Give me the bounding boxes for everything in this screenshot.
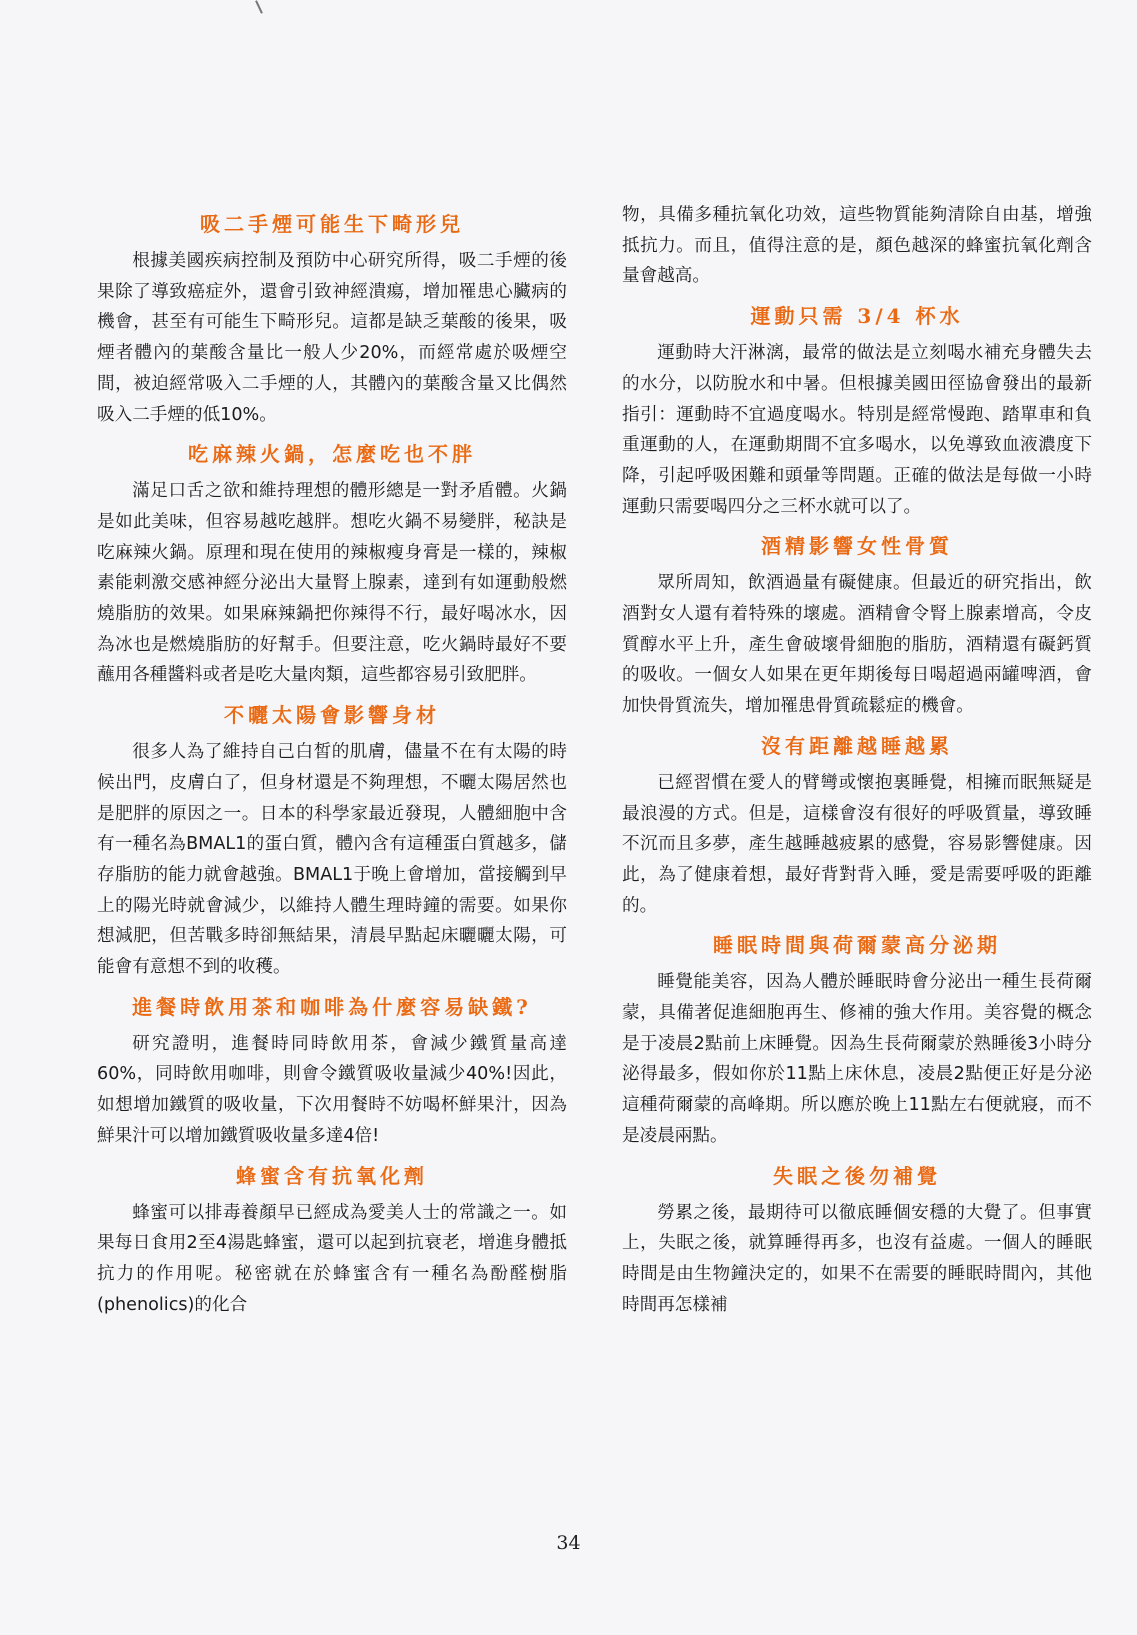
section-heading: 吸二手煙可能生下畸形兒	[200, 212, 464, 236]
section-paragraph: 很多人為了維持自己白皙的肌膚，儘量不在有太陽的時候出門，皮膚白了，但身材還是不夠理想，不曬太陽居然也是肥胖的原因之一。日本的科學家最近發現，人體細胞中含有一種名為BMAL1的蛋白質，體內含有這種蛋白質越多，儲存脂肪的能力就會越強。BMAL1于晚上會增加，當接觸到早上的陽光時就會減少，以維持人體生理時鐘的需要。如果你想減肥，但苦戰多時卻無結果，清晨早點起床曬曬太陽，可能會有意想不到的收穫。	[97, 742, 567, 978]
scan-mark	[255, 0, 263, 14]
section-paragraph: 滿足口舌之欲和維持理想的體形總是一對矛盾體。火鍋是如此美味，但容易越吃越胖。想吃火鍋不易變胖，秘訣是吃麻辣火鍋。原理和現在使用的辣椒瘦身膏是一樣的，辣椒素能刺激交感神經分泌出大量腎上腺素，達到有如運動般燃燒脂肪的效果。如果麻辣鍋把你辣得不行，最好喝冰水，因為冰也是燃燒脂肪的好幫手。但要注意，吃火鍋時最好不要蘸用各種醬料或者是吃大量肉類，這些都容易引致肥胖。	[97, 481, 567, 686]
section-paragraph: 根據美國疾病控制及預防中心研究所得，吸二手煙的後果除了導致癌症外，還會引致神經潰瘍，增加罹患心臟病的機會，甚至有可能生下畸形兒。這都是缺乏葉酸的後果，吸煙者體內的葉酸含量比一般人少20%，而經常處於吸煙空間，被迫經常吸入二手煙的人，其體內的葉酸含量又比偶然吸入二手煙的低10%。	[97, 251, 567, 425]
section-spicy-hotpot	[97, 440, 567, 691]
section-sunlight	[97, 701, 567, 983]
section-heading: 睡眠時間與荷爾蒙高分泌期	[713, 933, 1001, 958]
section-heading: 蜂蜜含有抗氧化劑	[236, 1163, 428, 1188]
section-insomnia	[622, 1162, 1092, 1321]
section-paragraph: 眾所周知，飲酒過量有礙健康。但最近的研究指出，飲酒對女人還有着特殊的壞處。酒精會令腎上腺素增高，令皮質醇水平上升，產生會破壞骨細胞的脂肪，酒精還有礙鈣質的吸收。一個女人如果在更年期後每日喝超過兩罐啤酒，會加快骨質流失，增加罹患骨質疏鬆症的機會。	[622, 573, 1092, 717]
section-paragraph: 運動時大汗淋漓，最常的做法是立刻喝水補充身體失去的水分，以防脫水和中暑。但根據美國田徑協會發出的最新指引：運動時不宜過度喝水。特別是經常慢跑、踏單車和負重運動的人，在運動期間不宜多喝水，以免導致血液濃度下降，引起呼吸困難和頭暈等問題。正確的做法是每做一小時運動只需要喝四分之三杯水就可以了。	[622, 343, 1092, 517]
section-honey-continued	[622, 200, 1092, 292]
section-heading: 失眠之後勿補覺	[773, 1163, 941, 1188]
section-heading: 酒精影響女性骨質	[761, 534, 953, 559]
section-heading: 沒有距離越睡越累	[761, 733, 953, 758]
section-paragraph: 研究證明，進餐時同時飲用茶，會減少鐵質量高達60%，同時飲用咖啡，則會令鐵質吸收量減少40%!因此，如想增加鐵質的吸收量，下次用餐時不妨喝杯鮮果汁，因為鮮果汁可以增加鐵質吸收量多達4倍!	[97, 1033, 567, 1146]
right-column	[622, 200, 1092, 1324]
section-heading: 吃麻辣火鍋，怎麼吃也不胖	[188, 442, 476, 467]
section-heading: 不曬太陽會影響身材	[224, 703, 440, 728]
section-exercise-water	[622, 302, 1092, 522]
section-honey	[97, 1162, 567, 1321]
section-paragraph: 睡覺能美容，因為人體於睡眠時會分泌出一種生長荷爾蒙，具備著促進細胞再生、修補的強大作用。美容覺的概念是于凌晨2點前上床睡覺。因為生長荷爾蒙於熟睡後3小時分泌得最多，假如你於11點上床休息，凌晨2點便正好是分泌這種荷爾蒙的高峰期。所以應於晚上11點左右便就寢，而不是凌晨兩點。	[622, 972, 1092, 1146]
section-alcohol-bone	[622, 532, 1092, 722]
section-paragraph: 物，具備多種抗氧化功效，這些物質能夠清除自由基，增強抵抗力。而且，值得注意的是，顏色越深的蜂蜜抗氧化劑含量會越高。	[622, 205, 1092, 287]
section-paragraph: 已經習慣在愛人的臂彎或懷抱裏睡覺，相擁而眠無疑是最浪漫的方式。但是，這樣會沒有很好的呼吸質量，導致睡不沉而且多夢，產生越睡越疲累的感覺，容易影響健康。因此，為了健康着想，最好背對背入睡，愛是需要呼吸的距離的。	[622, 772, 1092, 916]
section-heading: 進餐時飲用茶和咖啡為什麼容易缺鐵?	[132, 994, 532, 1019]
section-sleep-hormone	[622, 931, 1092, 1151]
section-paragraph: 勞累之後，最期待可以徹底睡個安穩的大覺了。但事實上，失眠之後，就算睡得再多，也沒有益處。一個人的睡眠時間是由生物鐘決定的，如果不在需要的睡眠時間內，其他時間再怎樣補	[622, 1202, 1092, 1315]
left-column	[97, 200, 567, 1324]
section-heading: 運動只需 3/4 杯水	[750, 304, 964, 329]
section-paragraph: 蜂蜜可以排毒養顏早已經成為愛美人士的常識之一。如果每日食用2至4湯匙蜂蜜，還可以起到抗衰老，增進身體抵抗力的作用呢。秘密就在於蜂蜜含有一種名為酚醛樹脂(phenolics)的化合	[97, 1202, 567, 1315]
section-tea-coffee-iron	[97, 993, 567, 1152]
section-sleep-distance	[622, 732, 1092, 922]
page-number: 34	[556, 1532, 581, 1554]
section-secondhand-smoke	[97, 210, 567, 430]
